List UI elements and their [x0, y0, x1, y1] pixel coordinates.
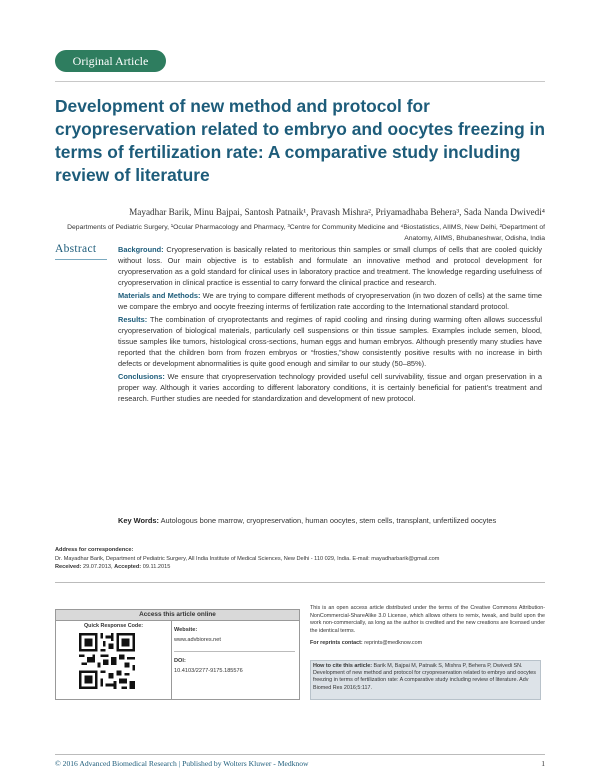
accepted-label: Accepted: — [114, 564, 142, 570]
qr-label: Quick Response Code: — [83, 623, 143, 629]
footer-text: © 2016 Advanced Biomedical Research | Published by Wolters Kluwer - Medknow — [55, 759, 309, 768]
conclusions-label: Conclusions: — [118, 372, 165, 381]
keywords-label: Key Words: — [118, 516, 159, 525]
website-link[interactable]: www.advbiores.net — [174, 637, 221, 643]
dates-line — [55, 563, 545, 572]
abstract-methods — [118, 290, 542, 312]
results-label: Results: — [118, 315, 148, 324]
abstract-underline — [55, 259, 107, 260]
article-meta — [174, 621, 295, 699]
correspondence-heading: Address for correspondence: — [55, 547, 134, 553]
correspondence-text: Dr. Mayadhar Barik, Department of Pediatric Surgery, All India Institute of Medical Sciences, New Delhi - 110 029, India. E-mail: mayadharbarik@gmail.com — [55, 555, 440, 562]
reprints-label: For reprints contact: — [310, 640, 363, 646]
license-text: This is an open access article distributed under the terms of the Creative Commons Attribution-NonCommercial-ShareAlike 3.0 License, which allows others to remix, tweak, and build upon the work non-commercially, as long as the author is credited and the new creations are licensed under the identical terms. — [310, 605, 545, 634]
doi-value[interactable]: 10.4103/2277-9175.185576 — [174, 668, 243, 674]
background-label: Background: — [118, 245, 164, 254]
meta-divider — [174, 651, 295, 652]
abstract-results — [118, 314, 542, 369]
received-label: Received: — [55, 564, 82, 570]
author-list: Mayadhar Barik, Minu Bajpai, Santosh Patnaik¹, Pravash Mishra², Priyamadhaba Behera³, Sada Nanda Dwivedi⁴ — [129, 207, 545, 217]
correspondence-block — [55, 546, 545, 572]
access-heading: Access this article online — [56, 610, 299, 621]
methods-text: We are trying to compare different methods of cryopreservation (in two dozen of cells) at the same time we compare the embryo and oocyte freezing interms of fertilization rate according to the International standard protocol. — [118, 291, 542, 311]
abstract-body — [118, 244, 542, 406]
article-type-badge: Original Article — [55, 50, 166, 72]
open-access-notice — [310, 605, 545, 648]
reprints-email[interactable]: reprints@medknow.com — [364, 640, 423, 646]
qr-column — [56, 621, 172, 699]
access-box — [55, 609, 300, 700]
background-text: Cryopreservation is basically related to meritorious thin samples or small clumps of cells that are cooled quickly without loss. Our main objective is to establish and formulate an innovative method and protocol development for cryopreservation as a gold standard for clinical uses in laboratory practice and treatment. The knowledge regarding usefulness of cryopreservation in clinical practice is essential to carry forward the clinical practice and research. — [118, 245, 542, 287]
affiliations: Departments of Pediatric Surgery, ¹Ocular Pharmacology and Pharmacy, ³Centre for Community Medicine and ⁴Biostatistics, AIIMS, New Delhi, ²Department of Anatomy, AIIMS, Bhubaneshwar, Odisha, India — [67, 224, 545, 242]
abstract-conclusions — [118, 371, 542, 404]
methods-label: Materials and Methods: — [118, 291, 201, 300]
citation-text: Barik M, Bajpai M, Patnaik S, Mishra P, Behera P, Dwivedi SN. Development of new method and protocol for cryopreservation related to embryo and oocytes freezing in terms of fertilization rate: A comparative study including review of literature. Adv Biomed Res 2016;5:117. — [313, 663, 536, 691]
citation-label: How to cite this article: — [313, 663, 373, 669]
abstract-label: Abstract — [55, 243, 97, 255]
reprints-line — [310, 640, 545, 648]
correspondence-divider — [55, 582, 545, 583]
results-text: The combination of cryoprotectants and regimes of rapid cooling and rinsing during warming often allows successful cryopreservation of biological materials, particularly cell suspensions or thin tissue samples. Examples include semen, blood, tissue samples like tumors, histological cross-sections, human eggs and human embryos. Although presently many studies have reported that the children born from frozen embryos or “frosties,”show consistently positive results with no increase in birth defects or development abnormalities is quite good enough and similar to our study (50–85%). — [118, 315, 543, 368]
received-date: 29.07.2013, — [83, 564, 113, 570]
citation-box — [310, 660, 541, 700]
footer-divider — [55, 754, 545, 755]
abstract-background — [118, 244, 542, 288]
qr-code-icon[interactable] — [79, 633, 135, 689]
doi-label: DOI: — [174, 658, 186, 664]
accepted-date: 09.11.2015 — [142, 564, 171, 570]
website-label: Website: — [174, 627, 198, 633]
keywords — [118, 515, 542, 526]
page-number: 1 — [541, 759, 545, 768]
conclusions-text: We ensure that cryopreservation technology provided useful cell survivability, tissue and organ preservation in a proper way. Although it varies according to different laboratory conditions, it is certainly beneficial for patient’s treatment and research. Further studies are needed for standardization and development of new protocol. — [118, 372, 542, 403]
article-title: Development of new method and protocol for cryopreservation related to embryo and oocytes freezing in terms of fertilization rate: A comparative study including review of literature — [55, 96, 545, 185]
keywords-text: Autologous bone marrow, cryopreservation, human oocytes, stem cells, transplant, unfertilized oocytes — [160, 516, 497, 525]
header-divider — [55, 81, 545, 82]
